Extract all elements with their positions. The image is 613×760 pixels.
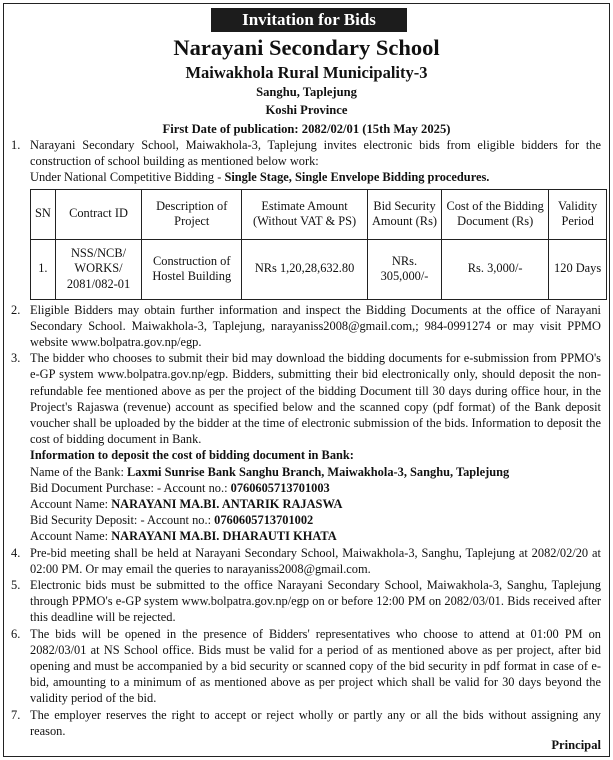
bank-info <box>30 447 601 544</box>
clause-3 <box>11 350 601 447</box>
clause-number: 5. <box>11 578 21 593</box>
school-location: Sanghu, Taplejung <box>256 85 357 99</box>
clause-number: 1. <box>11 138 21 152</box>
security-account-name-line: Account Name: NARAYANI MA.BI. DHARAUTI KHATA <box>30 529 337 544</box>
header-contract-id: Contract ID <box>55 189 142 239</box>
ncb-procedure: Single Stage, Single Envelope Bidding procedures. <box>224 170 490 185</box>
notice-body <box>11 137 601 739</box>
header-sn: SN <box>31 189 56 239</box>
publication-date: First Date of publication: 2082/02/01 (15th May 2025) <box>162 122 451 136</box>
clause-text: Pre-bid meeting shall be held at Narayani Secondary School, Maiwakhola-3, Sanghu, Taplejung at 2082/02/20 at 02:00 PM. Or may email the queries to narayaniss2008@gmail.com. <box>30 545 601 576</box>
purchase-account-line: Bid Document Purchase: - Account no.: 0760605713701003 <box>30 480 330 495</box>
clause-text: The bids will be opened in the presence of Bidders' representatives who choose to attend at 01:00 PM on 2082/03/01 at NS School office. Bids must be valid for a period of as mentioned above as per project, after bid opening and must be accompanied by a bid security or scanned copy of the bid security in pdf format in case of e-bid, amounting to a minimum of as mentioned above as per project which shall be valid for 30 days beyond the validity period of the bid. <box>30 626 601 706</box>
header-validity: Validity Period <box>549 189 607 239</box>
clause-4 <box>11 545 601 577</box>
clause-text: Narayani Secondary School, Maiwakhola-3, Taplejung invites electronic bids from eligible bidders for the construction of school building as mentioned below work: Under National Competitive Bidding - Single Stage, Single Envelope Bidding procedures. <box>30 138 601 185</box>
header-estimate: Estimate Amount (Without VAT & PS) <box>242 189 368 239</box>
purchase-account-number: 0760605713701003 <box>230 480 330 495</box>
cell-validity: 120 Days <box>549 239 607 299</box>
clause-text: Electronic bids must be submitted to the office Narayani Secondary School, Maiwakhola-3, Sanghu, Taplejung through PPMO's e-GP system www.bolpatra.gov.np/egp on or before 12:00 PM on 2082/03/01. Bids received after this deadline will be rejected. <box>30 578 601 625</box>
bank-name-line: Name of the Bank: Laxmi Sunrise Bank Sanghu Branch, Maiwakhola-3, Sanghu, Taplejung <box>30 464 510 479</box>
clause-7 <box>11 707 601 739</box>
notice-banner: Invitation for Bids <box>211 8 407 32</box>
clause-text: The bidder who chooses to submit their bid may download the bidding documents for e-submission from PPMO's e-GP system www.bolpatra.gov.np/egp. Bidders, submitting their bid electronically only, should deposit the non-refundable fee mentioned above as per the project of the bidding Document till 30 days during office hour, in the Project's Rajaswa (revenue) account as specified below and the scanned copy (pdf format) of the Bank deposit voucher shall be uploaded by the bidder at the time of electronic submission of the bids. Information to deposit the cost of bidding document in Bank. <box>30 351 601 447</box>
header-document-cost: Cost of the Bidding Document (Rs) <box>442 189 549 239</box>
cell-contract-id: NSS/NCB/ WORKS/ 2081/082-01 <box>55 239 142 299</box>
clause-number: 3. <box>11 351 21 366</box>
header-description: Description of Project <box>142 189 242 239</box>
purchase-account-name-line: Account Name: NARAYANI MA.BI. ANTARIK RAJASWA <box>30 497 343 512</box>
bank-info-heading: Information to deposit the cost of bidding document in Bank: <box>30 448 354 463</box>
notice-page <box>3 3 610 757</box>
clause-6 <box>11 626 601 707</box>
cell-bid-security: NRs. 305,000/- <box>367 239 441 299</box>
purchase-account-name: NARAYANI MA.BI. ANTARIK RAJASWA <box>111 497 343 512</box>
cell-sn: 1. <box>31 239 56 299</box>
cell-document-cost: Rs. 3,000/- <box>442 239 549 299</box>
clause-number: 4. <box>11 545 21 560</box>
table-row <box>31 239 607 299</box>
security-account-number: 0760605713701002 <box>214 513 314 528</box>
clause-text: The employer reserves the right to accept or reject wholly or partly any or all the bids without assigning any reason. <box>30 707 601 738</box>
clause-number: 2. <box>11 302 21 317</box>
province-name: Koshi Province <box>265 103 348 117</box>
clause-text: Eligible Bidders may obtain further information and inspect the Bidding Documents at the office of Narayani Secondary School. Maiwakhola-3, Taplejung, narayaniss2008@gmail.com,; 984-0991274 or may visit PPMO website www.bolpatra.gov.np/egp. <box>30 302 601 350</box>
municipality-name: Maiwakhola Rural Municipality-3 <box>185 63 428 82</box>
table-header-row <box>31 189 607 239</box>
bids-table <box>30 189 607 300</box>
signature: Principal <box>551 737 601 752</box>
clause-1 <box>11 137 601 186</box>
bank-name: Laxmi Sunrise Bank Sanghu Branch, Maiwakhola-3, Sanghu, Taplejung <box>127 464 510 479</box>
clause-number: 6. <box>11 626 21 641</box>
clause-number: 7. <box>11 707 21 722</box>
school-name: Narayani Secondary School <box>173 35 440 60</box>
header-bid-security: Bid Security Amount (Rs) <box>367 189 441 239</box>
security-account-line: Bid Security Deposit: - Account no.: 0760605713701002 <box>30 513 314 528</box>
clause-5 <box>11 577 601 626</box>
cell-estimate: NRs 1,20,28,632.80 <box>242 239 368 299</box>
clause-2 <box>11 302 601 351</box>
security-account-name: NARAYANI MA.BI. DHARAUTI KHATA <box>111 529 337 544</box>
ncb-prefix: Under National Competitive Bidding - <box>30 170 225 185</box>
cell-description: Construction of Hostel Building <box>142 239 242 299</box>
